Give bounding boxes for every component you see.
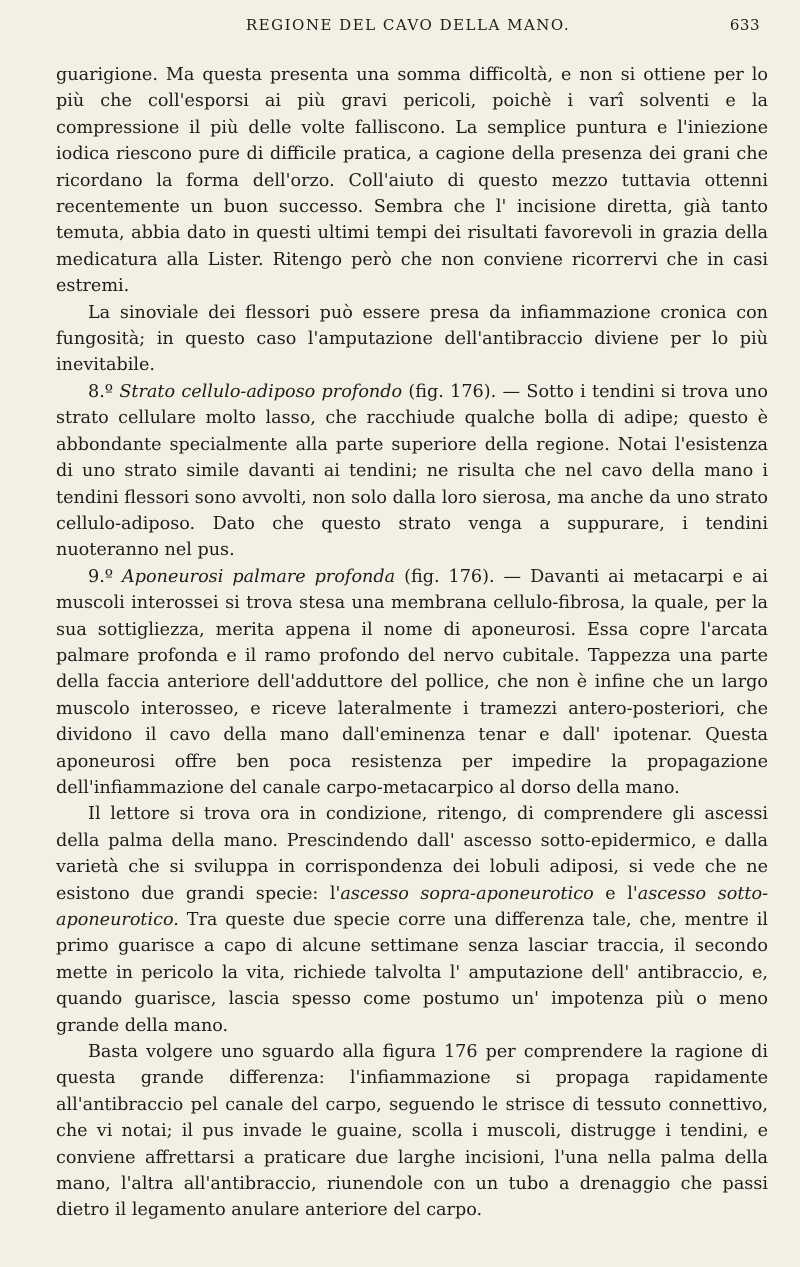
paragraph-sinoviale: La sinoviale dei flessori può essere presa da infiammazione cronica con fungosità; in questo caso l'amputazione dell'antibraccio diviene per lo più inevitabile. bbox=[56, 302, 768, 376]
paragraph-section-8 bbox=[56, 379, 768, 564]
body-text bbox=[56, 62, 768, 1224]
paragraph-section-9 bbox=[56, 564, 768, 802]
section-number: 8.º bbox=[88, 381, 114, 402]
running-title: REGIONE DEL CAVO DELLA MANO. bbox=[245, 16, 571, 34]
section-heading: Strato cellulo-adiposo profondo bbox=[119, 381, 403, 402]
section-text: (fig. 176). — Davanti ai metacarpi e ai muscoli interossei si trova stesa una membrana cellulo-fibrosa, la quale, per la sua sottigliezza, merita appena il nome di aponeurosi. Essa copre l'arcata palmare profonda e il ramo profondo del nervo cubitale. Tappezza una parte della faccia anteriore dell'adduttore del pollice, che non è infine che un largo muscolo interosseo, e riceve lateralmente i tramezzi antero-posteriori, che dividono il cavo della mano dall'eminenza tenar e dall' ipotenar. Questa aponeurosi offre ben poca resistenza per impedire la propagazione dell'infiammazione del canale carpo-metacarpico al dorso della mano. bbox=[56, 566, 769, 798]
italic-term: ascesso sopra-aponeurotico bbox=[340, 883, 594, 904]
section-text: (fig. 176). — Sotto i tendini si trova uno strato cellulare molto lasso, che racchiude qualche bolla di adipe; questo è abbondante specialmente alla parte superiore della regione. Notai l'esistenza di uno strato simile davanti ai tendini; ne risulta che nel cavo della mano i tendini flessori sono avvolti, non solo dalla loro sierosa, ma anche da uno strato cellulo-adiposo. Dato che questo strato venga a suppurare, i tendini nuoteranno nel pus. bbox=[56, 381, 769, 561]
section-heading: Aponeurosi palmare profonda bbox=[122, 566, 396, 587]
page-number: 633 bbox=[729, 16, 760, 34]
running-header bbox=[56, 14, 760, 38]
paragraph-continuation: guarigione. Ma questa presenta una somma difficoltà, e non si ottiene per lo più che coll'esporsi ai più gravi pericoli, poichè i varî solventi e la compressione il più delle volte falliscono. La semplice puntura e l'iniezione iodica riescono pure di difficile pratica, a cagione della presenza dei grani che ricordano la forma dell'orzo. Coll'aiuto di questo mezzo tuttavia ottenni recentemente un buon successo. Sembra che l' incisione diretta, già tanto temuta, abbia dato in questi ultimi tempi dei risultati favorevoli in grazia della medicatura alla Lister. Ritengo però che non conviene ricorrervi che in casi estremi. bbox=[56, 65, 768, 297]
paragraph-figura: Basta volgere uno sguardo alla figura 176 per comprendere la ragione di questa grande differenza: l'infiammazione si propaga rapidamente all'antibraccio pel canale del carpo, seguendo le strisce di tessuto connettivo, che vi notai; il pus invade le guaine, scolla i muscoli, distrugge i tendini, e conviene affrettarsi a praticare due larghe incisioni, l'una nella palma della mano, l'altra all'antibraccio, riunendole con un tubo a drenaggio che passi dietro il legamento anulare anteriore del carpo. bbox=[56, 1042, 768, 1221]
paragraph-ascessi: Il lettore si trova ora in condizione, ritengo, di comprendere gli ascessi della palma della mano. Prescindendo dall' ascesso sotto-epidermico, e dalla varietà che si sviluppa in corrispondenza dei lobuli adiposi, si vede che ne esistono due grandi specie: l'ascesso sopra-aponeurotico e l'ascesso sotto-aponeurotico. Tra queste due specie corre una differenza tale, che, mentre il primo guarisce a capo di alcune settimane senza lasciar traccia, il secondo mette in pericolo la vita, richiede talvolta l' amputazione dell' antibraccio, e, quando guarisce, lascia spesso come postumo un' impotenza più o meno grande della mano. bbox=[56, 804, 769, 1036]
section-number: 9.º bbox=[88, 566, 114, 587]
italic-term: ascesso sotto-aponeurotico. bbox=[56, 883, 769, 930]
